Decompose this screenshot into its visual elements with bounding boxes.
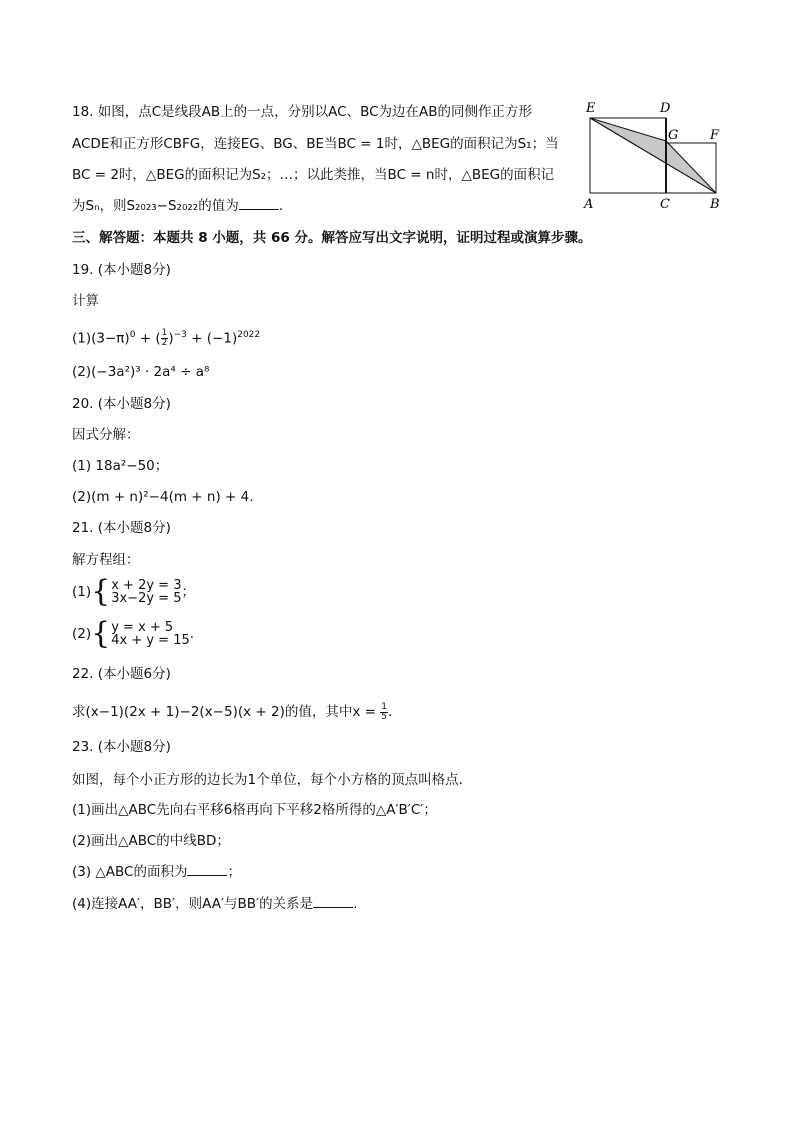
equation-stack: [111, 621, 190, 647]
q20-part2: (2)(m + n)²−4(m + n) + 4.: [72, 489, 254, 505]
q23-p3-text: (3) △ABC的面积为: [72, 864, 188, 880]
q20-title: 20. (本小题8分): [72, 396, 171, 412]
q20-instruction: 因式分解：: [72, 427, 140, 443]
q23-p4-end: .: [353, 896, 358, 912]
q23-part3: [72, 862, 241, 882]
q19-title: 19. (本小题8分): [72, 262, 171, 278]
q23-part1: (1)画出△ABC先向右平移6格再向下平移2格所得的△A′B′C′；: [72, 802, 437, 818]
q22-title: 22. (本小题6分): [72, 666, 171, 682]
equation-stack: [111, 579, 181, 605]
q21-p2-label: (2): [72, 626, 92, 642]
q19-p1-exp0: 0: [129, 330, 136, 340]
q21-part1: [72, 574, 195, 609]
q18-line2: ACDE和正方形CBFG，连接EG、BG、BE当BC = 1时，△BEG的面积记为S₁；当: [72, 136, 559, 152]
label-d: D: [660, 101, 671, 116]
q22-expression: 求(x−1)(2x + 1)−2(x−5)(x + 2)的值，其中x =: [72, 704, 381, 720]
q19-p1-exp2: 2022: [237, 330, 261, 340]
q23-part4: [72, 894, 357, 914]
answer-blank: [313, 895, 353, 908]
equation-line: y = x + 5: [111, 620, 174, 635]
q20-part1: (1) 18a²−50；: [72, 458, 169, 474]
q18-line4-text: 为Sₙ，则S₂₀₂₃−S₂₀₂₂的值为: [72, 198, 239, 214]
section-heading: 三、解答题：本题共 8 小题，共 66 分。解答应写出文字说明，证明过程或演算步骤。: [72, 230, 592, 246]
equation-system-1: [72, 574, 195, 609]
brace-icon: {: [91, 616, 111, 651]
q19-p1-exp1: −3: [173, 330, 187, 340]
q23-intro: 如图，每个小正方形的边长为1个单位，每个小方格的顶点叫格点．: [72, 772, 473, 788]
label-f: F: [710, 128, 720, 143]
frac-denominator: 5: [381, 711, 387, 722]
answer-blank: [239, 197, 279, 210]
q21-p2-end: .: [189, 626, 195, 642]
segment-eb: [590, 118, 716, 193]
label-g: G: [668, 128, 679, 143]
q21-p1-end: ；: [181, 584, 195, 600]
brace-icon: {: [91, 574, 111, 609]
equation-line: 3x−2y = 5: [111, 591, 182, 606]
q21-title: 21. (本小题8分): [72, 520, 171, 536]
q18-line4-end: .: [278, 198, 283, 214]
q23-part2: (2)画出△ABC的中线BD；: [72, 833, 230, 849]
geometry-figure: [580, 98, 730, 213]
frac-numerator: 1: [161, 328, 168, 338]
equation-system-2: [72, 616, 195, 651]
equation-line: x + 2y = 3: [111, 578, 182, 593]
q23-title: 23. (本小题8分): [72, 739, 171, 755]
q19-part2: (2)(−3a²)³ · 2a⁴ ÷ a⁸: [72, 364, 210, 380]
q22-end: .: [387, 704, 393, 720]
q21-part2: [72, 616, 195, 651]
q23-p3-end: ；: [227, 864, 241, 880]
frac-numerator: 1: [381, 701, 387, 712]
label-e: E: [586, 101, 596, 116]
q19-part1: [72, 325, 260, 349]
label-c: C: [660, 197, 670, 212]
q22-text: [72, 702, 392, 722]
label-b: B: [710, 197, 720, 212]
q21-instruction: 解方程组：: [72, 552, 140, 568]
q23-p4-text: (4)连接AA′，BB′，则AA′与BB′的关系是: [72, 896, 314, 912]
q19-p1-plus: + (: [135, 330, 161, 347]
q19-p1-rest: + (−1): [186, 330, 238, 347]
q19-p1-close: ): [168, 330, 174, 347]
q18-line1: 18. 如图，点C是线段AB上的一点，分别以AC、BC为边在AB的同侧作正方形: [72, 104, 533, 120]
frac-denominator: 2: [161, 338, 168, 348]
q18-line4: [72, 196, 283, 216]
q18-line3: BC = 2时，△BEG的面积记为S₂；…；以此类推，当BC = n时，△BEG的面积记: [72, 167, 555, 183]
answer-blank: [187, 863, 227, 876]
q19-instruction: 计算: [72, 293, 99, 309]
equation-line: 4x + y = 15: [111, 633, 190, 648]
q21-p1-label: (1): [72, 584, 92, 600]
label-a: A: [584, 197, 594, 212]
q19-p1-prefix: (1)(3−π): [72, 330, 130, 347]
fraction-one-fifth: [380, 703, 388, 722]
